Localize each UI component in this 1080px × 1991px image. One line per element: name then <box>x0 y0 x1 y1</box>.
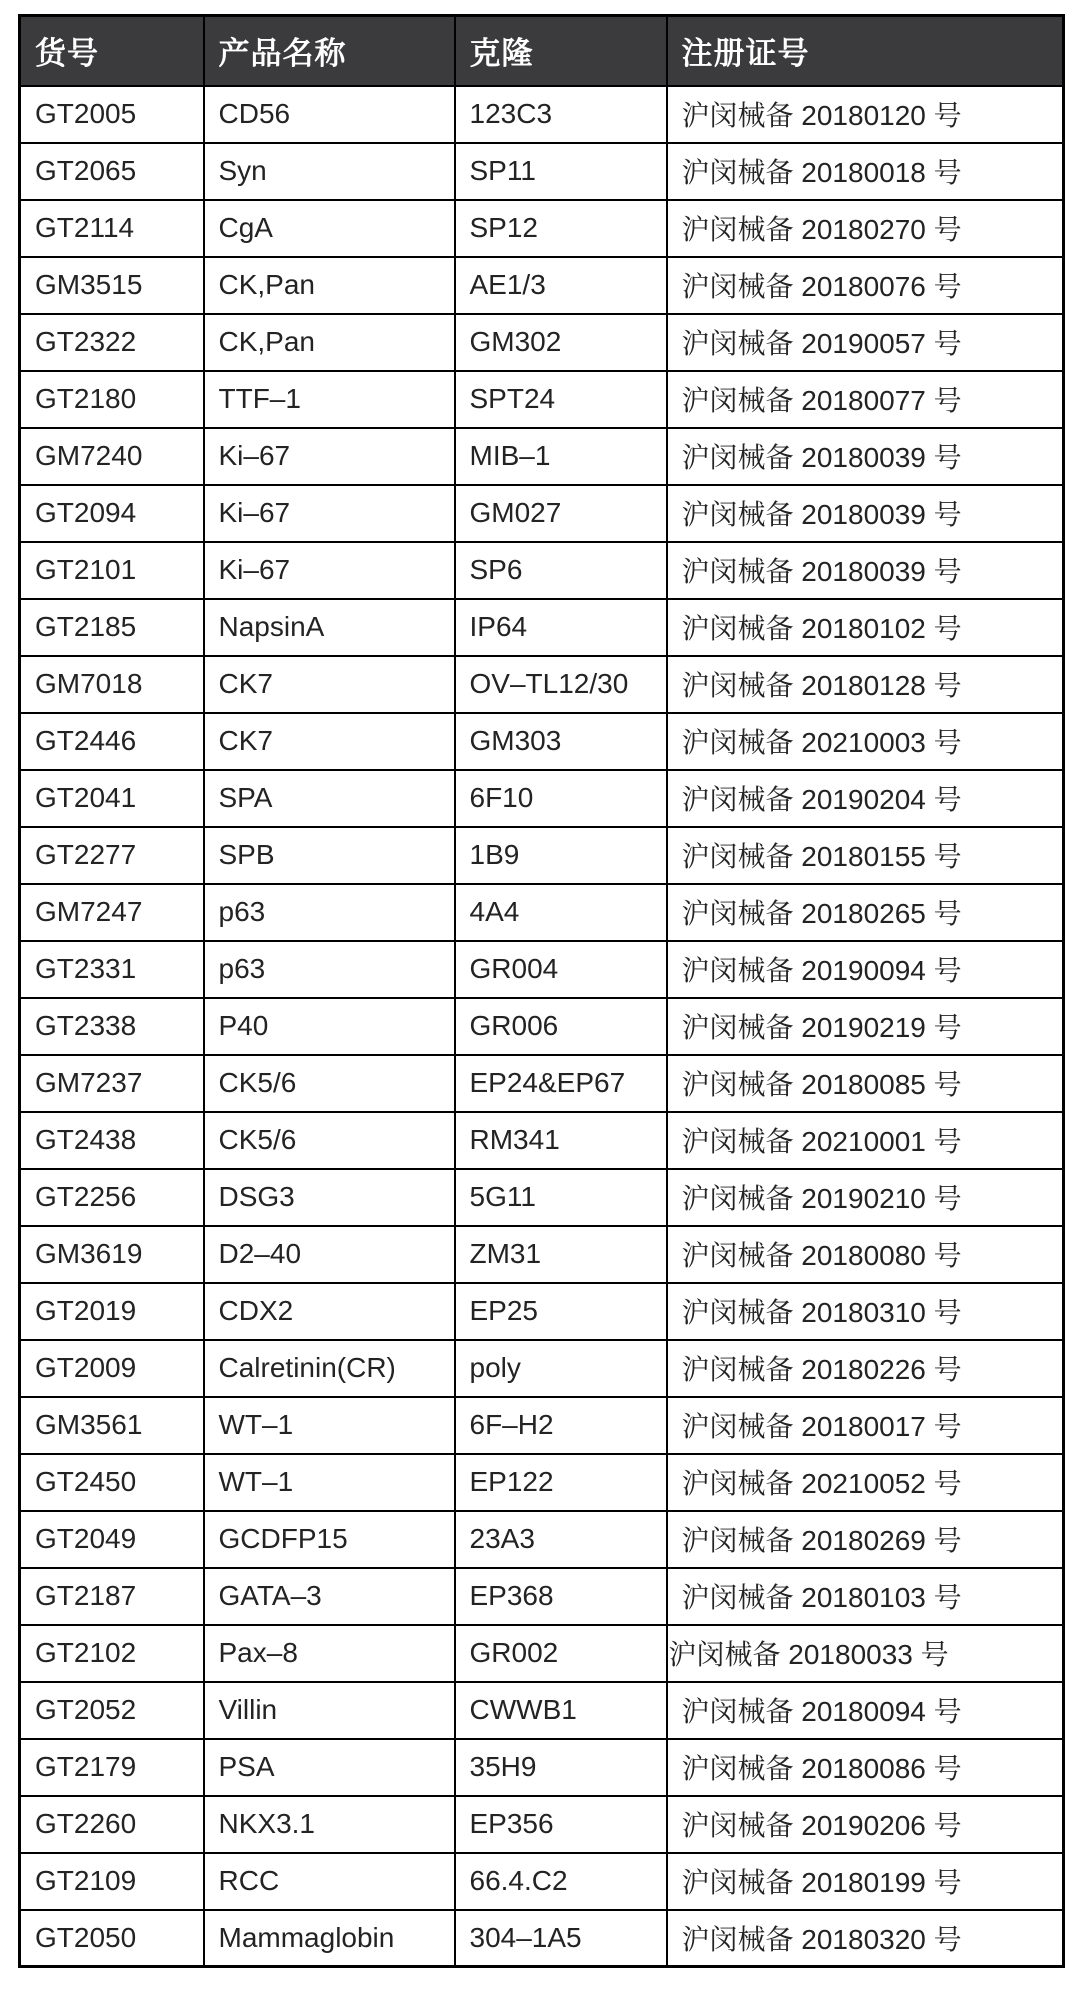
cell-registration-no: 沪闵械备 20180039 号 <box>667 485 1064 542</box>
table-row <box>20 485 1064 542</box>
cell-clone: SP6 <box>455 542 667 599</box>
cell-item-no: GT2438 <box>20 1112 204 1169</box>
cell-clone: 1B9 <box>455 827 667 884</box>
table-row <box>20 1853 1064 1910</box>
cell-item-no: GT2260 <box>20 1796 204 1853</box>
cell-item-no: GT2005 <box>20 86 204 143</box>
cell-clone: RM341 <box>455 1112 667 1169</box>
cell-clone: 23A3 <box>455 1511 667 1568</box>
table-row <box>20 713 1064 770</box>
table-row <box>20 827 1064 884</box>
cell-registration-no: 沪闵械备 20180320 号 <box>667 1910 1064 1967</box>
cell-item-no: GT2101 <box>20 542 204 599</box>
cell-item-no: GM3561 <box>20 1397 204 1454</box>
cell-registration-no: 沪闵械备 20190219 号 <box>667 998 1064 1055</box>
table-row <box>20 1682 1064 1739</box>
cell-clone: 6F–H2 <box>455 1397 667 1454</box>
cell-product-name: CK5/6 <box>204 1055 455 1112</box>
cell-clone: MIB–1 <box>455 428 667 485</box>
cell-registration-no: 沪闵械备 20180265 号 <box>667 884 1064 941</box>
cell-item-no: GT2041 <box>20 770 204 827</box>
cell-registration-no: 沪闵械备 20180039 号 <box>667 428 1064 485</box>
cell-registration-no: 沪闵械备 20190206 号 <box>667 1796 1064 1853</box>
cell-registration-no: 沪闵械备 20180018 号 <box>667 143 1064 200</box>
cell-product-name: CK5/6 <box>204 1112 455 1169</box>
table-row <box>20 143 1064 200</box>
cell-item-no: GT2179 <box>20 1739 204 1796</box>
cell-registration-no: 沪闵械备 20210052 号 <box>667 1454 1064 1511</box>
cell-item-no: GT2277 <box>20 827 204 884</box>
table-row <box>20 86 1064 143</box>
header-row <box>20 16 1064 86</box>
cell-registration-no: 沪闵械备 20180120 号 <box>667 86 1064 143</box>
cell-item-no: GT2019 <box>20 1283 204 1340</box>
cell-clone: EP356 <box>455 1796 667 1853</box>
table-row <box>20 1454 1064 1511</box>
table-row <box>20 428 1064 485</box>
cell-registration-no: 沪闵械备 20180310 号 <box>667 1283 1064 1340</box>
cell-clone: SP11 <box>455 143 667 200</box>
cell-clone: GM027 <box>455 485 667 542</box>
cell-product-name: Ki–67 <box>204 428 455 485</box>
cell-product-name: D2–40 <box>204 1226 455 1283</box>
cell-item-no: GM7240 <box>20 428 204 485</box>
table-row <box>20 1739 1064 1796</box>
table-row <box>20 1625 1064 1682</box>
cell-product-name: RCC <box>204 1853 455 1910</box>
cell-registration-no: 沪闵械备 20180270 号 <box>667 200 1064 257</box>
cell-registration-no: 沪闵械备 20180033 号 <box>667 1625 1064 1682</box>
table-row <box>20 770 1064 827</box>
cell-clone: EP122 <box>455 1454 667 1511</box>
column-header-product-name: 产品名称 <box>204 16 455 86</box>
cell-item-no: GT2102 <box>20 1625 204 1682</box>
table-row <box>20 1112 1064 1169</box>
cell-product-name: WT–1 <box>204 1454 455 1511</box>
cell-item-no: GT2050 <box>20 1910 204 1967</box>
cell-product-name: Ki–67 <box>204 542 455 599</box>
cell-product-name: CDX2 <box>204 1283 455 1340</box>
cell-item-no: GT2109 <box>20 1853 204 1910</box>
cell-product-name: Ki–67 <box>204 485 455 542</box>
table-row <box>20 884 1064 941</box>
cell-item-no: GM7018 <box>20 656 204 713</box>
table-row <box>20 314 1064 371</box>
cell-registration-no: 沪闵械备 20180199 号 <box>667 1853 1064 1910</box>
cell-item-no: GT2338 <box>20 998 204 1055</box>
cell-product-name: Villin <box>204 1682 455 1739</box>
table-row <box>20 200 1064 257</box>
cell-item-no: GT2114 <box>20 200 204 257</box>
cell-product-name: TTF–1 <box>204 371 455 428</box>
table-row <box>20 1568 1064 1625</box>
cell-item-no: GM3515 <box>20 257 204 314</box>
cell-registration-no: 沪闵械备 20180269 号 <box>667 1511 1064 1568</box>
cell-item-no: GT2256 <box>20 1169 204 1226</box>
cell-clone: EP25 <box>455 1283 667 1340</box>
cell-product-name: Pax–8 <box>204 1625 455 1682</box>
column-header-item-no: 货号 <box>20 16 204 86</box>
cell-clone: GM303 <box>455 713 667 770</box>
table-row <box>20 941 1064 998</box>
cell-clone: SPT24 <box>455 371 667 428</box>
cell-item-no: GT2052 <box>20 1682 204 1739</box>
table-row <box>20 542 1064 599</box>
table-row <box>20 1226 1064 1283</box>
cell-product-name: p63 <box>204 884 455 941</box>
table-row <box>20 1283 1064 1340</box>
cell-product-name: NKX3.1 <box>204 1796 455 1853</box>
cell-clone: 4A4 <box>455 884 667 941</box>
table-row <box>20 257 1064 314</box>
cell-product-name: p63 <box>204 941 455 998</box>
cell-registration-no: 沪闵械备 20180077 号 <box>667 371 1064 428</box>
cell-product-name: SPB <box>204 827 455 884</box>
cell-clone: EP368 <box>455 1568 667 1625</box>
product-registration-table <box>18 14 1065 1968</box>
cell-product-name: CK,Pan <box>204 257 455 314</box>
cell-registration-no: 沪闵械备 20180080 号 <box>667 1226 1064 1283</box>
cell-registration-no: 沪闵械备 20180155 号 <box>667 827 1064 884</box>
cell-clone: GR002 <box>455 1625 667 1682</box>
cell-clone: 304–1A5 <box>455 1910 667 1967</box>
cell-clone: 35H9 <box>455 1739 667 1796</box>
cell-item-no: GT2009 <box>20 1340 204 1397</box>
cell-item-no: GT2094 <box>20 485 204 542</box>
cell-item-no: GM3619 <box>20 1226 204 1283</box>
cell-product-name: CK7 <box>204 656 455 713</box>
cell-item-no: GM7247 <box>20 884 204 941</box>
cell-product-name: Mammaglobin <box>204 1910 455 1967</box>
cell-product-name: NapsinA <box>204 599 455 656</box>
cell-product-name: GCDFP15 <box>204 1511 455 1568</box>
cell-registration-no: 沪闵械备 20180226 号 <box>667 1340 1064 1397</box>
cell-product-name: P40 <box>204 998 455 1055</box>
cell-registration-no: 沪闵械备 20210001 号 <box>667 1112 1064 1169</box>
cell-clone: GR006 <box>455 998 667 1055</box>
cell-registration-no: 沪闵械备 20180085 号 <box>667 1055 1064 1112</box>
cell-registration-no: 沪闵械备 20180094 号 <box>667 1682 1064 1739</box>
cell-registration-no: 沪闵械备 20180076 号 <box>667 257 1064 314</box>
table-row <box>20 599 1064 656</box>
cell-registration-no: 沪闵械备 20190057 号 <box>667 314 1064 371</box>
cell-product-name: Calretinin(CR) <box>204 1340 455 1397</box>
cell-product-name: DSG3 <box>204 1169 455 1226</box>
cell-product-name: CK7 <box>204 713 455 770</box>
cell-item-no: GT2331 <box>20 941 204 998</box>
cell-registration-no: 沪闵械备 20190094 号 <box>667 941 1064 998</box>
cell-registration-no: 沪闵械备 20180103 号 <box>667 1568 1064 1625</box>
cell-item-no: GM7237 <box>20 1055 204 1112</box>
cell-item-no: GT2049 <box>20 1511 204 1568</box>
table-row <box>20 656 1064 713</box>
cell-item-no: GT2185 <box>20 599 204 656</box>
table-row <box>20 998 1064 1055</box>
table-body <box>20 86 1064 1967</box>
cell-item-no: GT2446 <box>20 713 204 770</box>
cell-item-no: GT2065 <box>20 143 204 200</box>
cell-registration-no: 沪闵械备 20190204 号 <box>667 770 1064 827</box>
cell-registration-no: 沪闵械备 20190210 号 <box>667 1169 1064 1226</box>
cell-clone: 123C3 <box>455 86 667 143</box>
cell-item-no: GT2180 <box>20 371 204 428</box>
cell-product-name: Syn <box>204 143 455 200</box>
cell-product-name: CK,Pan <box>204 314 455 371</box>
cell-registration-no: 沪闵械备 20180086 号 <box>667 1739 1064 1796</box>
cell-item-no: GT2187 <box>20 1568 204 1625</box>
cell-clone: 66.4.C2 <box>455 1853 667 1910</box>
cell-product-name: CgA <box>204 200 455 257</box>
cell-product-name: GATA–3 <box>204 1568 455 1625</box>
cell-registration-no: 沪闵械备 20180102 号 <box>667 599 1064 656</box>
cell-registration-no: 沪闵械备 20180039 号 <box>667 542 1064 599</box>
cell-item-no: GT2322 <box>20 314 204 371</box>
cell-registration-no: 沪闵械备 20180128 号 <box>667 656 1064 713</box>
cell-clone: poly <box>455 1340 667 1397</box>
cell-clone: 6F10 <box>455 770 667 827</box>
cell-clone: EP24&EP67 <box>455 1055 667 1112</box>
cell-clone: OV–TL12/30 <box>455 656 667 713</box>
cell-item-no: GT2450 <box>20 1454 204 1511</box>
column-header-clone: 克隆 <box>455 16 667 86</box>
cell-clone: GM302 <box>455 314 667 371</box>
table-row <box>20 1169 1064 1226</box>
cell-clone: AE1/3 <box>455 257 667 314</box>
table-row <box>20 1910 1064 1967</box>
cell-clone: SP12 <box>455 200 667 257</box>
table-row <box>20 1796 1064 1853</box>
cell-product-name: WT–1 <box>204 1397 455 1454</box>
table-row <box>20 1340 1064 1397</box>
cell-product-name: PSA <box>204 1739 455 1796</box>
cell-product-name: CD56 <box>204 86 455 143</box>
cell-clone: GR004 <box>455 941 667 998</box>
cell-registration-no: 沪闵械备 20180017 号 <box>667 1397 1064 1454</box>
column-header-registration-no: 注册证号 <box>667 16 1064 86</box>
table-row <box>20 1397 1064 1454</box>
cell-registration-no: 沪闵械备 20210003 号 <box>667 713 1064 770</box>
cell-clone: 5G11 <box>455 1169 667 1226</box>
table-row <box>20 1511 1064 1568</box>
table-row <box>20 371 1064 428</box>
product-registration-table-container <box>18 14 1062 1968</box>
cell-clone: ZM31 <box>455 1226 667 1283</box>
cell-clone: CWWB1 <box>455 1682 667 1739</box>
table-row <box>20 1055 1064 1112</box>
cell-product-name: SPA <box>204 770 455 827</box>
cell-clone: IP64 <box>455 599 667 656</box>
